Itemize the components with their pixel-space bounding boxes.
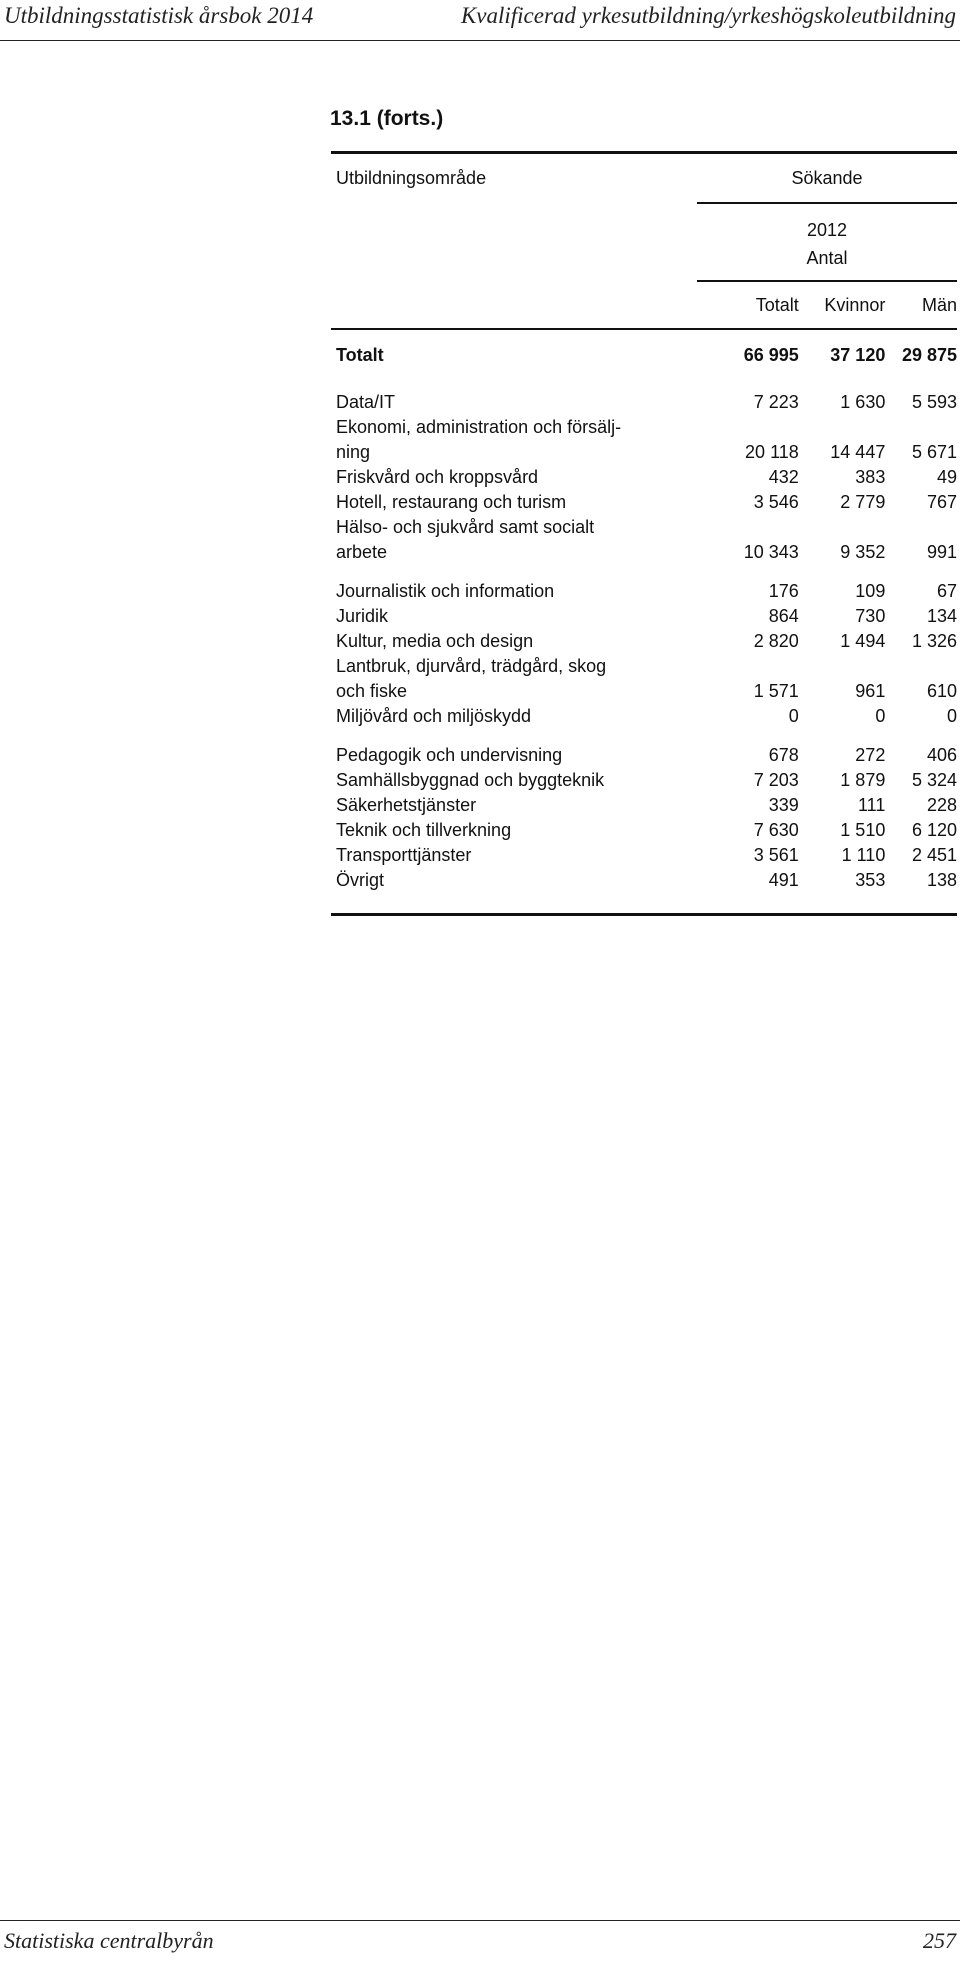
row-label: och fiske — [336, 681, 408, 701]
table-row — [331, 540, 957, 565]
table-row — [331, 440, 957, 465]
cell-man: 610 — [926, 681, 957, 701]
table-row — [331, 415, 957, 440]
cell-kvinnor: 1 110 — [841, 845, 886, 865]
row-group-spacer — [331, 565, 957, 579]
row-label: Friskvård och kroppsvård — [336, 467, 539, 487]
cell-man: 134 — [926, 606, 957, 626]
cell-totalt: 339 — [768, 795, 799, 815]
row-label: Ekonomi, administration och försälj- — [336, 417, 622, 437]
table-title: 13.1 (forts.) — [330, 107, 444, 130]
cell-man: 991 — [926, 542, 957, 562]
table-row — [331, 768, 957, 793]
cell-man: 767 — [926, 492, 957, 512]
running-header — [0, 0, 960, 46]
cell-man: 49 — [936, 467, 957, 487]
cell-kvinnor: 9 352 — [840, 542, 886, 562]
cell-totalt: 7 223 — [753, 392, 799, 412]
column-group-label: Sökande — [791, 168, 863, 188]
cell-kvinnor: 383 — [855, 467, 886, 487]
cell-totalt: 2 820 — [753, 631, 799, 651]
table-bottom-rule — [331, 913, 957, 916]
total-value-kvinnor: 37 120 — [830, 345, 886, 365]
table-row — [331, 743, 957, 768]
table-row — [331, 868, 957, 893]
table-row — [331, 843, 957, 868]
cell-totalt: 176 — [768, 581, 799, 601]
table-row — [331, 793, 957, 818]
cell-totalt: 432 — [768, 467, 799, 487]
table-row — [331, 390, 957, 415]
column-header-kvinnor: Kvinnor — [824, 295, 886, 315]
cell-totalt: 0 — [788, 706, 799, 726]
row-label: Övrigt — [336, 870, 385, 890]
publication-title: Utbildningsstatistisk årsbok 2014 — [4, 3, 314, 28]
table-row — [331, 818, 957, 843]
row-header-label: Utbildningsområde — [336, 168, 487, 188]
row-label: Juridik — [336, 606, 389, 626]
row-label: Lantbruk, djurvård, trädgård, skog — [336, 656, 607, 676]
cell-man: 1 326 — [911, 631, 957, 651]
cell-man: 5 593 — [911, 392, 957, 412]
cell-man: 228 — [926, 795, 957, 815]
table-row — [331, 654, 957, 679]
cell-kvinnor: 1 494 — [840, 631, 886, 651]
row-label: Hotell, restaurang och turism — [336, 492, 567, 512]
cell-man: 5 324 — [911, 770, 957, 790]
cell-man: 67 — [936, 581, 957, 601]
row-label: Pedagogik och undervisning — [336, 745, 563, 765]
cell-kvinnor: 1 510 — [840, 820, 886, 840]
publisher-name: Statistiska centralbyrån — [4, 1928, 214, 1953]
cell-totalt: 678 — [768, 745, 799, 765]
row-label: Säkerhetstjänster — [336, 795, 477, 815]
total-value-man: 29 875 — [901, 345, 957, 365]
cell-kvinnor: 0 — [875, 706, 886, 726]
row-label: Hälso- och sjukvård samt socialt — [336, 517, 595, 537]
cell-totalt: 3 546 — [753, 492, 799, 512]
cell-man: 406 — [926, 745, 957, 765]
table-row — [331, 490, 957, 515]
cell-totalt: 10 343 — [743, 542, 799, 562]
chapter-title: Kvalificerad yrkesutbildning/yrkeshögskoleutbildning — [460, 3, 956, 28]
table-row — [331, 515, 957, 540]
total-label: Totalt — [336, 345, 384, 365]
table-row — [331, 629, 957, 654]
row-label: Transporttjänster — [336, 845, 472, 865]
table-row — [331, 679, 957, 704]
column-header-totalt: Totalt — [755, 295, 799, 315]
table-row — [331, 704, 957, 729]
cell-totalt: 7 630 — [753, 820, 799, 840]
cell-kvinnor: 730 — [855, 606, 886, 626]
year-label: 2012 — [806, 220, 848, 240]
footer-rule — [0, 1920, 960, 1921]
table-header-row — [331, 154, 957, 202]
row-label: arbete — [336, 542, 388, 562]
unit-label: Antal — [806, 248, 848, 268]
cell-kvinnor: 111 — [857, 795, 886, 815]
row-group-spacer — [331, 729, 957, 743]
cell-man: 0 — [946, 706, 957, 726]
header-rule — [0, 40, 960, 41]
statistics-table — [331, 151, 957, 916]
row-label: ning — [336, 442, 371, 462]
cell-totalt: 1 571 — [753, 681, 799, 701]
row-label: Samhällsbyggnad och byggteknik — [336, 770, 605, 790]
cell-totalt: 491 — [768, 870, 799, 890]
table-row — [331, 465, 957, 490]
cell-man: 2 451 — [911, 845, 957, 865]
cell-kvinnor: 272 — [855, 745, 886, 765]
cell-kvinnor: 14 447 — [830, 442, 886, 462]
cell-man: 5 671 — [911, 442, 957, 462]
row-label: Data/IT — [336, 392, 396, 412]
page-footer — [0, 1920, 960, 1969]
cell-kvinnor: 1 879 — [840, 770, 886, 790]
row-label: Kultur, media och design — [336, 631, 534, 651]
cell-man: 138 — [926, 870, 957, 890]
cell-totalt: 864 — [768, 606, 799, 626]
column-headers — [331, 282, 957, 328]
cell-kvinnor: 1 630 — [840, 392, 886, 412]
row-label: Teknik och tillverkning — [336, 820, 512, 840]
cell-man: 6 120 — [911, 820, 957, 840]
total-value-totalt: 66 995 — [743, 345, 799, 365]
cell-totalt: 20 118 — [745, 442, 799, 462]
cell-totalt: 3 561 — [753, 845, 799, 865]
row-label: Journalistik och information — [336, 581, 555, 601]
cell-kvinnor: 961 — [855, 681, 886, 701]
total-row — [331, 330, 957, 380]
table-body — [331, 390, 957, 893]
column-header-man: Män — [921, 295, 957, 315]
cell-kvinnor: 353 — [855, 870, 886, 890]
cell-kvinnor: 109 — [855, 581, 886, 601]
table-row — [331, 579, 957, 604]
cell-kvinnor: 2 779 — [840, 492, 886, 512]
row-label: Miljövård och miljöskydd — [336, 706, 532, 726]
table-row — [331, 604, 957, 629]
cell-totalt: 7 203 — [753, 770, 799, 790]
page-number: 257 — [923, 1928, 956, 1953]
year-unit-header — [697, 204, 957, 280]
